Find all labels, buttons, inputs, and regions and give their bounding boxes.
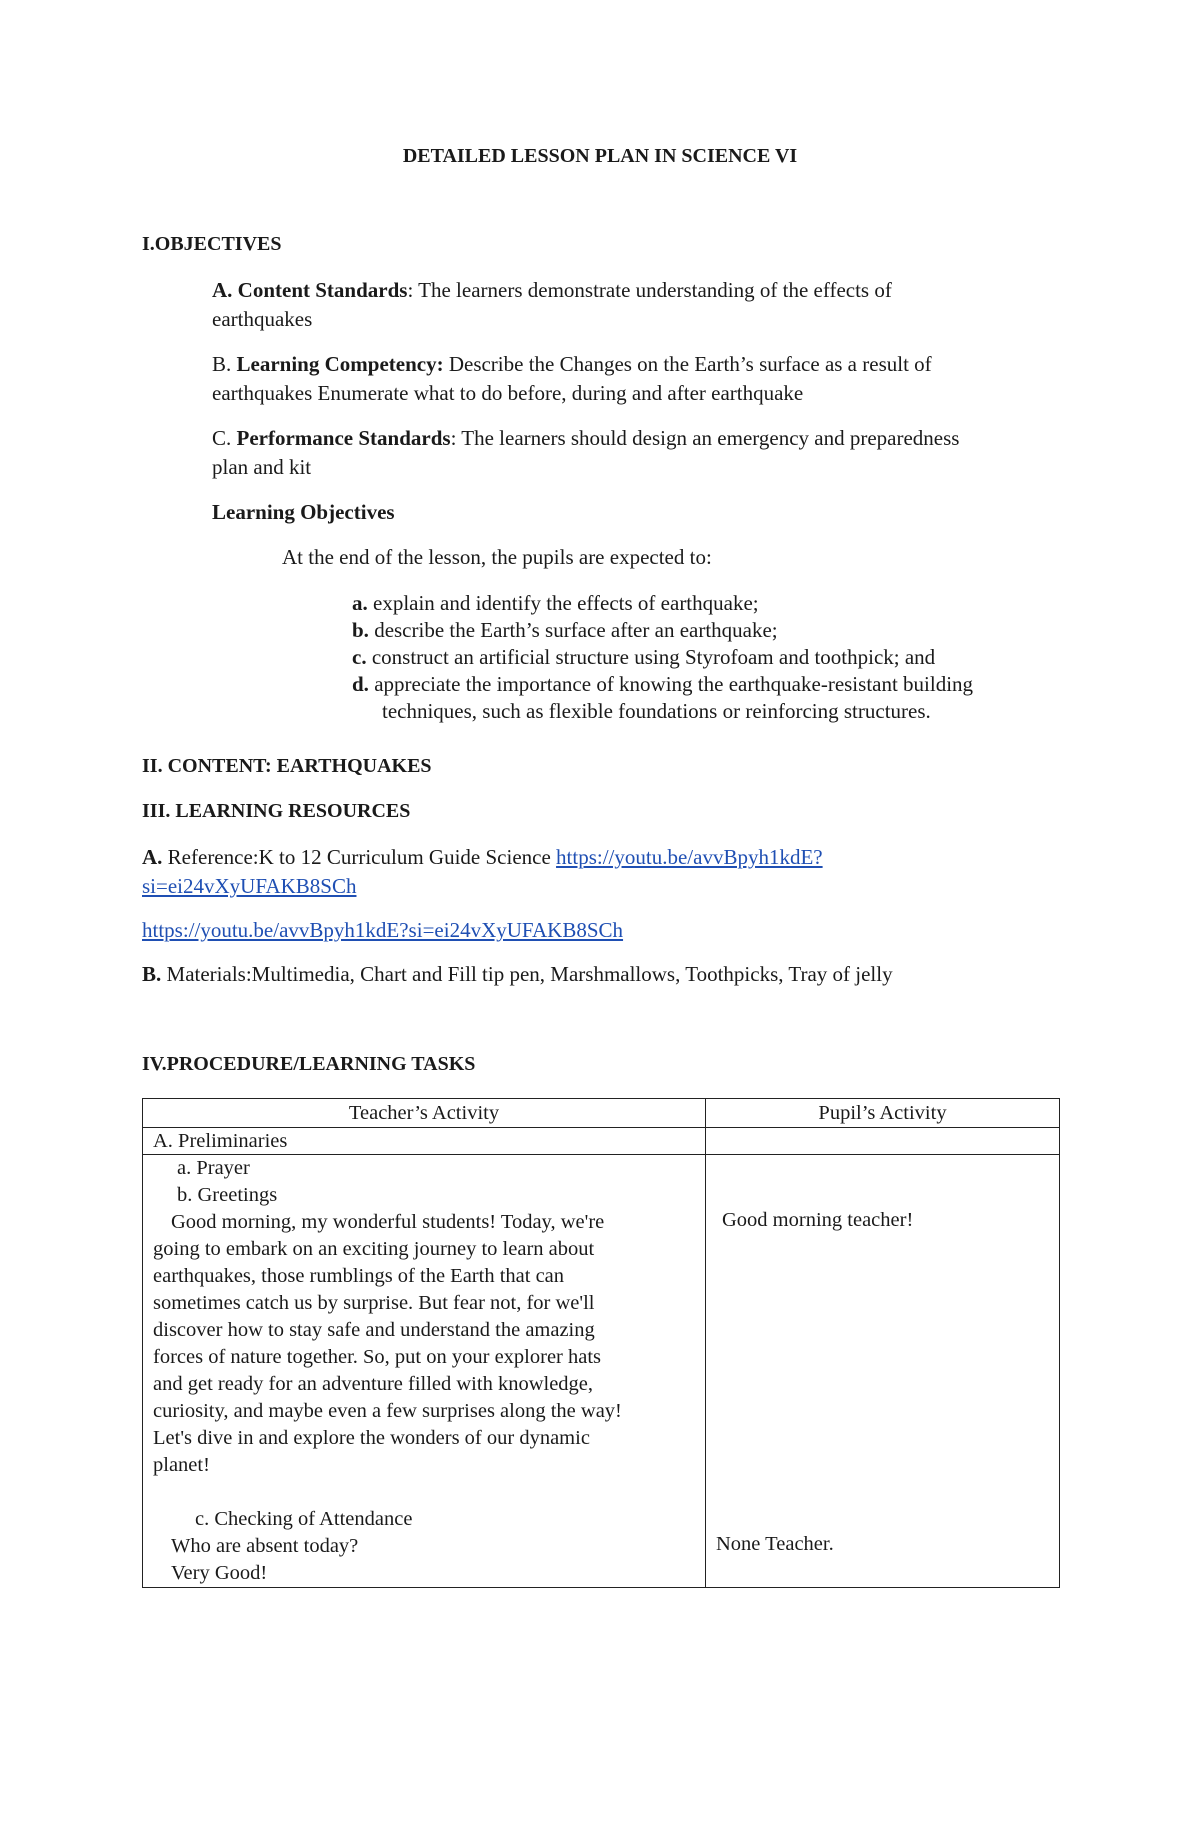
teacher-line: planet! <box>153 1454 210 1476</box>
table-row <box>143 1128 1060 1155</box>
list-item-text: construct an artificial structure using Styrofoam and toothpick; and <box>366 645 936 669</box>
teacher-line: c. Checking of Attendance <box>195 1508 413 1530</box>
learning-objectives-intro: At the end of the lesson, the pupils are expected to: <box>282 545 712 569</box>
teacher-line: earthquakes, those rumblings of the Earth that can <box>153 1265 565 1287</box>
list-item-letter: a. <box>352 591 368 615</box>
learning-objectives-heading: Learning Objectives <box>212 500 395 524</box>
teacher-line: going to embark on an exciting journey to learn about <box>153 1238 595 1260</box>
list-item-continued: techniques, such as flexible foundations or reinforcing structures. <box>382 699 931 723</box>
learning-competency <box>212 350 932 408</box>
performance-standards-text: : The learners should design an emergency and preparedness <box>450 426 960 450</box>
list-item-letter: d. <box>352 672 369 696</box>
list-item <box>352 671 973 698</box>
list-item-text: appreciate the importance of knowing the earthquake-resistant building <box>368 672 974 696</box>
materials-text: Materials:Multimedia, Chart and Fill tip pen, Marshmallows, Toothpicks, Tray of jelly <box>161 962 893 986</box>
teacher-line: discover how to stay safe and understand the amazing <box>153 1319 595 1341</box>
teacher-line: b. Greetings <box>177 1184 278 1206</box>
procedure-table <box>142 1098 1060 1588</box>
content-standards <box>212 276 892 334</box>
learning-competency-label: Learning Competency: <box>236 352 444 376</box>
teacher-line: Let's dive in and explore the wonders of our dynamic <box>153 1427 590 1449</box>
teacher-line: a. Prayer <box>177 1157 250 1179</box>
teacher-line: curiosity, and maybe even a few surprises along the way! <box>153 1400 622 1422</box>
teacher-line: sometimes catch us by surprise. But fear not, for we'll <box>153 1292 595 1314</box>
preliminaries-cell: A. Preliminaries <box>143 1128 706 1155</box>
list-item <box>352 617 973 644</box>
performance-standards-label: Performance Standards <box>236 426 451 450</box>
content-standards-text: : The learners demonstrate understanding of the effects of <box>407 278 892 302</box>
preliminaries-pupil-cell <box>706 1128 1060 1155</box>
learning-competency-text-cont: earthquakes Enumerate what to do before, during and after earthquake <box>212 381 804 405</box>
learning-competency-prefix: B. <box>212 352 237 376</box>
list-item-letter: c. <box>352 645 367 669</box>
teacher-line: and get ready for an adventure filled with knowledge, <box>153 1373 594 1395</box>
performance-standards <box>212 424 959 482</box>
teacher-line: Good morning, my wonderful students! Today, we're <box>171 1211 605 1233</box>
reference-link[interactable]: https://youtu.be/avvBpyh1kdE? <box>556 845 823 869</box>
learning-competency-text: Describe the Changes on the Earth’s surface as a result of <box>443 352 932 376</box>
teacher-line: Very Good! <box>171 1562 268 1584</box>
page-title: DETAILED LESSON PLAN IN SCIENCE VI <box>402 145 798 167</box>
performance-standards-text-cont: plan and kit <box>212 455 312 479</box>
reference-link-cont[interactable]: si=ei24vXyUFAKB8SCh <box>142 874 357 898</box>
pupil-activity-cell <box>706 1155 1060 1588</box>
reference-text: Reference:K to 12 Curriculum Guide Science <box>162 845 557 869</box>
reference <box>142 843 823 901</box>
list-item <box>352 644 973 671</box>
teacher-line: forces of nature together. So, put on your explorer hats <box>153 1346 602 1368</box>
table-header-row <box>143 1099 1060 1128</box>
performance-standards-prefix: C. <box>212 426 237 450</box>
list-item-text: explain and identify the effects of earthquake; <box>367 591 759 615</box>
list-item-text: describe the Earth’s surface after an earthquake; <box>368 618 778 642</box>
materials-label: B. <box>142 962 162 986</box>
learning-resources-heading: III. LEARNING RESOURCES <box>142 800 411 822</box>
reference-link-full[interactable]: https://youtu.be/avvBpyh1kdE?si=ei24vXyUFAKB8SCh <box>142 918 624 942</box>
teacher-line: Who are absent today? <box>171 1535 359 1557</box>
table-row <box>143 1155 1060 1588</box>
pupil-activity-header: Pupil’s Activity <box>706 1099 1060 1128</box>
pupil-attendance: None Teacher. <box>716 1533 834 1555</box>
content-heading: II. CONTENT: EARTHQUAKES <box>142 755 432 777</box>
materials <box>142 962 893 987</box>
list-item-letter: b. <box>352 618 369 642</box>
objectives-heading: I.OBJECTIVES <box>142 233 282 255</box>
content-standards-text-cont: earthquakes <box>212 307 313 331</box>
content-standards-label: A. Content Standards <box>212 278 408 302</box>
teacher-activity-header: Teacher’s Activity <box>143 1099 706 1128</box>
procedure-heading: IV.PROCEDURE/LEARNING TASKS <box>142 1053 476 1075</box>
learning-objectives-list <box>352 590 973 725</box>
pupil-greeting: Good morning teacher! <box>722 1209 914 1231</box>
teacher-activity-cell <box>143 1155 706 1588</box>
list-item <box>352 590 973 617</box>
reference-label: A. <box>142 845 163 869</box>
